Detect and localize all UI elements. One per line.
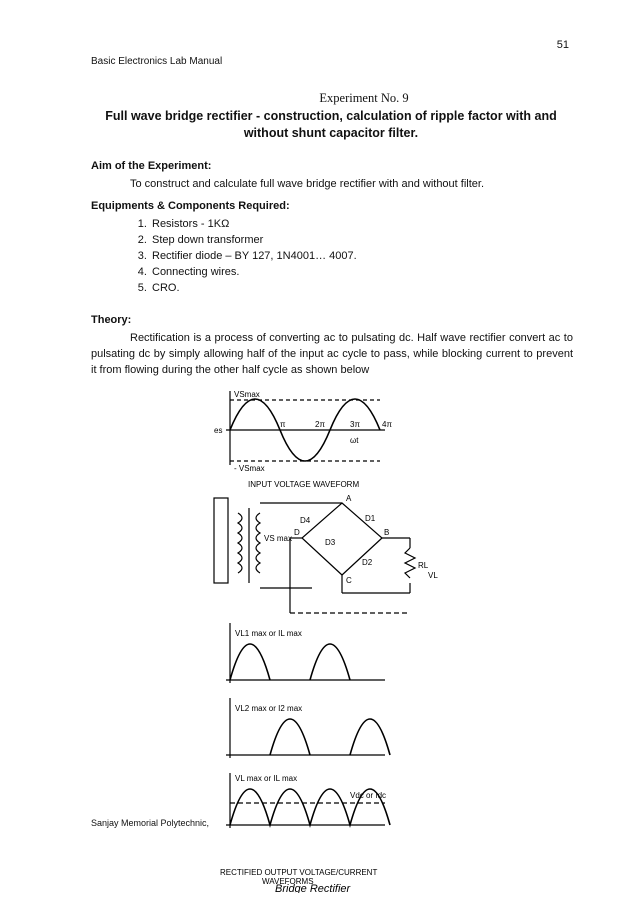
label-vs-max: VSmax	[234, 390, 260, 399]
label-d1: D1	[365, 514, 376, 523]
equipment-heading: Equipments & Components Required:	[91, 200, 290, 212]
label-node-a: A	[346, 494, 352, 503]
experiment-title: Full wave bridge rectifier - construction, calculation of ripple factor with and without shunt capacitor filter.	[105, 109, 557, 140]
label-node-c: C	[346, 576, 352, 585]
figure-title: Bridge Rectifier	[275, 883, 351, 893]
label-vl2-max: VL2 max or I2 max	[235, 704, 303, 713]
label-rl: RL	[418, 561, 429, 570]
tick-4pi: 4π	[382, 420, 392, 429]
label-d3: D3	[325, 538, 336, 547]
tick-3pi: 3π	[350, 420, 360, 429]
list-item: 3. Rectifier diode – BY 127, 1N4001… 4007.	[150, 248, 357, 264]
aim-text: To construct and calculate full wave bridge rectifier with and without filter.	[130, 178, 485, 190]
label-vdc: Vdc or Idc	[350, 791, 387, 800]
label-vl: VL	[428, 571, 438, 580]
bridge-rectifier-figure	[200, 383, 440, 893]
theory-paragraph: Rectification is a process of converting ac to pulsating dc. Half wave rectifier convert ac to pulsating dc by simply allowing half of the input ac cycle to pass, while blocking current to prevent it from flowing during the other half cycle as shown below	[91, 332, 573, 376]
list-item: 2. Step down transformer	[150, 232, 357, 248]
list-item: 5. CRO.	[150, 280, 357, 296]
label-vs-max-circuit: VS max	[264, 534, 293, 543]
label-es: es	[214, 426, 223, 435]
aim-heading: Aim of the Experiment:	[91, 160, 212, 172]
label-d4: D4	[300, 516, 311, 525]
output-caption-2: WAVEFORMS	[262, 877, 314, 886]
footer: Sanjay Memorial Polytechnic,	[91, 818, 210, 828]
output-caption-1: RECTIFIED OUTPUT VOLTAGE/CURRENT	[220, 868, 378, 877]
label-d2: D2	[362, 558, 373, 567]
list-item: 4. Connecting wires.	[150, 264, 357, 280]
equipment-list	[130, 216, 357, 296]
label-node-b: B	[384, 528, 390, 537]
tick-2pi: 2π	[315, 420, 325, 429]
tick-pi: π	[280, 420, 286, 429]
experiment-number: Experiment No. 9	[319, 91, 409, 105]
label-neg-vs-max: - VSmax	[234, 464, 265, 473]
label-vl1-max: VL1 max or IL max	[235, 629, 302, 638]
running-header: Basic Electronics Lab Manual	[91, 56, 223, 67]
label-vl-max: VL max or IL max	[235, 774, 298, 783]
list-item: 1. Resistors - 1KΩ	[150, 216, 357, 232]
label-node-d: D	[294, 528, 300, 537]
input-caption: INPUT VOLTAGE WAVEFORM	[248, 480, 360, 489]
page-number: 51	[556, 39, 569, 51]
label-wt: ωt	[350, 436, 359, 445]
theory-heading: Theory:	[91, 314, 132, 326]
